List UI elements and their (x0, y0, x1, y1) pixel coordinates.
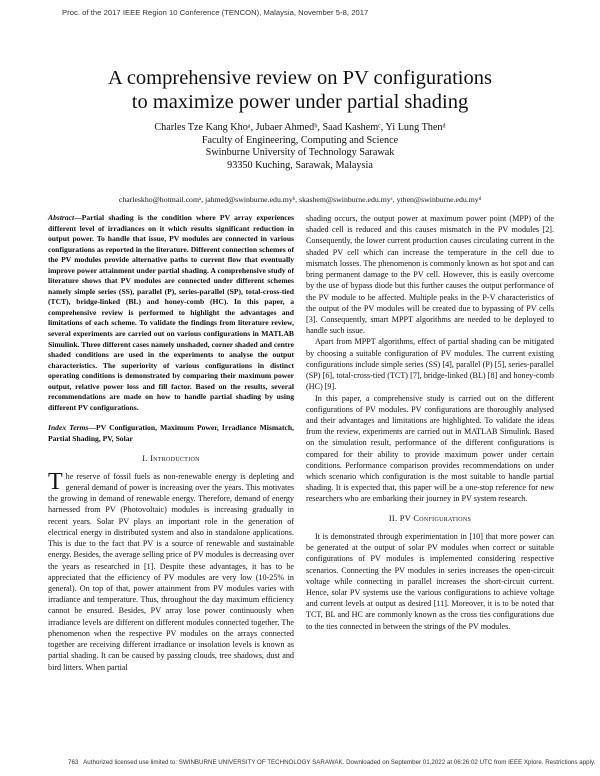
footer-license-text: Authorized licensed use limited to: SWINBURNE UNIVERSITY OF TECHNOLOGY SARAWAK. Downloaded on September 01,2022 at 06:26:02 UTC from IEEE Xplore. Restrictions apply. (83, 759, 596, 766)
affiliation-university: Swinburne University of Technology Sarawak (205, 147, 395, 159)
body-paragraph-3: In this paper, a comprehensive study is carried out on the different configurations of PV modules. PV configurations are thoroughly analysed and their advantages and limitations are highlighted. To validate the ideas from the review, experiments are carried out in MATLAB Simulink. Based on the simulation result, performance of the different configurations is compared for their ability to provide maximum power under certain conditions. Performance comparison provides recommendations on under which scenario which configuration is the most suitable to handle partial shading. It is expected that, this paper will be a one-stop reference for new researchers who are embarking their journey in PV system research. (306, 393, 554, 504)
author-names: Charles Tze Kang Khoᵃ, Jubaer Ahmedᵇ, Saad Kashemᶜ, Yi Lung Thenᵈ (154, 122, 446, 133)
title-line-2: to maximize power under partial shading (131, 91, 469, 113)
body-paragraph-2: Apart from MPPT algorithms, effect of partial shading can be mitigated by choosing a suitable configuration of PV modules. The current existing configurations include simple series (SS) [4], parallel (P) [5], series-parallel (SP) [6], total-cross-tied (TCT) [7], bridge-linked (BL) [8] and honey-comb (HC) [9]. (306, 337, 554, 392)
page-number: 763 (68, 759, 79, 766)
body-paragraph-4: It is demonstrated through experimentation in [10] that more power can be generated at the output of solar PV modules when correct or suitable configurations of PV modules is implemented considering respective scenarios. Connecting the PV modules in series increases the open-circuit voltage while connecting in parallel increases the short-circuit current. Hence, solar PV systems use the various configurations to achieve voltage and current levels at output as desired [11]. Moreover, it is to be noted that TCT, BL and HC are commonly known as the cross ties configurations due to the ties connected in between the strings of the PV modules. (306, 531, 554, 631)
conference-header: Proc. of the 2017 IEEE Region 10 Conference (TENCON), Malaysia, November 5-8, 2017 (62, 8, 369, 17)
license-footer (68, 759, 595, 766)
intro-paragraph-1 (48, 468, 294, 673)
affiliation-faculty: Faculty of Engineering, Computing and Science (201, 134, 399, 146)
left-column (48, 213, 294, 673)
abstract-body: —Partial shading is the condition where PV array experiences different level of irradiances on it which results significant reduction in output power. To handle that issue, PV modules are connected in various configurations as reported in the literature. Different connection schemes of the PV modules provide alternative paths to current flow that eventually improve power attainment under partial shading. A comprehensive study of literature shows that PV modules are connected under different schemes namely simple series (SS), parallel (P), series-parallel (SP), total-cross-tied (TCT), bridge-linked (BL) and honey-comb (HC). In this paper, a comprehensive review is performed to highlight the advantages and limitations of each scheme. To validate the findings from literature review, several experiments are carried out on various configurations in MATLAB Simulink. Three different cases namely unshaded, corner shaded and centre shaded conditions are used in the experiments to analyse the output characteristics. The superiority of various configurations in distinct operating conditions is demonstrated by comparing their maximum power output, relative power loss and fill factor. Based on the results, several recommendations are made on how to handle partial shading by using different PV configurations. (48, 213, 294, 412)
affiliation-address: 93350 Kuching, Sarawak, Malaysia (227, 159, 373, 171)
abstract (48, 213, 294, 413)
section-heading-introduction: I. Introduction (142, 453, 200, 463)
body-paragraph-continued: shading occurs, the output power at maximum power point (MPP) of the shaded cell is reduced and this causes mismatch in the PV modules [2]. Consequently, the lower current production causes circulating current in the shaded PV cell which can increase the temperature in the cell due to mismatch losses. The phenomenon is commonly known as hot spot and can bring permanent damage to the PV cell. However, this is easily overcome by the use of bypass diode but this further causes the output performance of the PV module to be affected. Multiple peaks in the P-V characteristics of the output of the PV modules will be created due to bypassing of PV cells [3]. Consequently, smart MPPT algorithms are needed to be deployed to handle such issue. (306, 214, 554, 336)
right-column (306, 213, 554, 632)
intro-paragraph-1-text: he reserve of fossil fuels as non-renewable energy is depleting and general demand of power is increasing over the years. This motivates the growing in demand of renewable energy. Therefore, demand of energy harnessed from PV (Photovoltaic) modules is increasing gradually in recent years. Solar PV plays an important role in the generation of electrical energy in distributed system and also in standalone applications. This is due to the fact that PV is a source of renewable and sustainable energy. Besides, the average selling price of PV modules is decreasing over the years as researched in [1]. Despite these advantages, it has to be appreciated that the efficiency of PV modules are very low (10-25% in general). On top of that, power attainment from PV modules varies with irradiance and temperature. Thus, throughout the day maximum efficiency cannot be ensured. Besides, PV array lose power continuously when irradiance levels are different on different modules connected together. The phenomenon when the respective PV modules on the arrays connected together are receiving different irradiance or insolation levels is known as partial shading. It can be caused by passing clouds, tree shadows, dust and bird litters. When partial (48, 471, 294, 672)
index-terms-body: —PV Configuration, Maximum Power, Irradiance Mismatch, Partial Shading, PV, Solar (48, 423, 294, 443)
author-emails: charleskho@hotmail.comᵃ, jahmed@swinburne.edu.myᵇ, skashem@swinburne.edu.myᶜ, ythen@swinburne.edu.myᵈ (118, 195, 482, 204)
title-line-1: A comprehensive review on PV configurations (108, 67, 492, 89)
paper-title (0, 66, 600, 114)
abstract-lead: Abstract (48, 213, 75, 222)
index-terms-lead: Index Terms (48, 423, 89, 433)
drop-cap: T (48, 468, 63, 495)
author-block (0, 122, 600, 172)
index-terms (48, 423, 294, 444)
section-heading-pv-configurations: II. PV Configurations (388, 513, 472, 523)
